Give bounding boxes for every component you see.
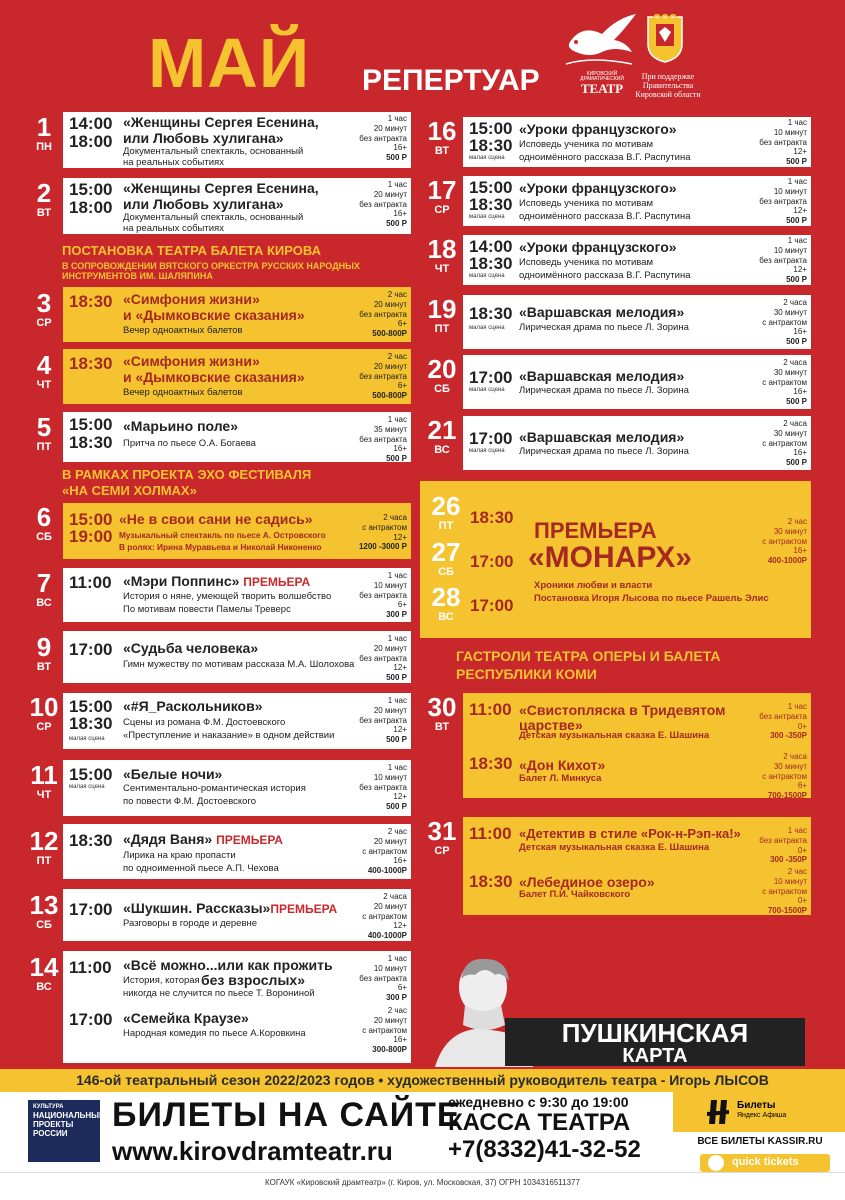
event-title: «Мэри Поппинс» ПРЕМЬЕРА — [123, 573, 311, 589]
event-info: 2 час 20 минут с антрактом 16+ 300-800Р — [362, 1006, 407, 1054]
event-info: 2 час 20 минут без антракта 6+ 500-800Р — [359, 352, 407, 400]
day-label — [420, 296, 464, 335]
small-stage-label: малая сцена — [69, 736, 105, 742]
day-number: 2 — [36, 178, 52, 208]
day-label — [420, 356, 464, 395]
event-card[interactable] — [463, 817, 811, 915]
event-title: «Женщины Сергея Есенина, — [123, 114, 319, 130]
box-office-phone[interactable]: +7(8332)41-32-52 — [448, 1136, 641, 1163]
day-number: 10 — [29, 692, 59, 722]
event-info: 1 час 35 минут без антракта 16+ 500 Р — [359, 415, 407, 462]
event-card[interactable] — [63, 412, 411, 462]
day-label — [424, 584, 468, 623]
event-subtitle: История, которая — [123, 975, 200, 986]
event-time: 11:00 — [469, 700, 512, 719]
event-time: 18:30 — [469, 754, 513, 773]
event-title: «Семейка Краузе» — [123, 1010, 249, 1026]
event-info: 1 час 20 минут без антракта 12+ 500 Р — [359, 696, 407, 744]
event-info: 2 часа 30 минут с антрактом 16+ 500 Р — [762, 298, 807, 346]
event-subtitle: на реальных событиях — [123, 223, 224, 234]
event-time: 17:00 — [469, 368, 513, 387]
event-subtitle: Детская музыкальная сказка Е. Шашина — [519, 730, 710, 741]
premiere-block[interactable] — [420, 481, 811, 638]
small-stage-label: малая сцена — [469, 387, 505, 393]
premiere-badge: ПРЕМЬЕРА — [216, 833, 283, 847]
event-subtitle: Разговоры в городе и деревне — [123, 918, 258, 929]
tickets-on-site: БИЛЕТЫ НА САЙТЕ — [112, 1096, 461, 1134]
event-title: «#Я_Раскольников» — [123, 698, 263, 714]
event-title: «Не в свои сани не садись» — [119, 511, 313, 527]
weekday: ПТ — [434, 323, 450, 335]
weekday: ВТ — [434, 721, 450, 733]
day-label — [22, 954, 66, 993]
event-title: «Детектив в стиле «Рок-н-Рэп-ка!» — [519, 826, 741, 841]
event-subtitle: Документальный спектакль, основанный — [123, 212, 304, 223]
event-info: 1 час без антракта 0+ 300 -350Р — [759, 702, 807, 741]
event-title: «Симфония жизни» — [123, 291, 260, 307]
pushkin-card[interactable] — [505, 1018, 805, 1066]
event-time: 18:00 — [69, 132, 113, 151]
event-title: «Варшавская мелодия» — [519, 429, 685, 445]
event-subtitle: одноимённого рассказа В.Г. Распутина — [519, 211, 691, 222]
event-title: или Любовь хулигана» — [123, 130, 284, 146]
day-number: 17 — [427, 175, 457, 205]
day-label — [22, 892, 66, 931]
weekday: ВС — [36, 981, 52, 993]
event-subtitle: одноимённого рассказа В.Г. Распутина — [519, 152, 691, 163]
kassir-badge[interactable]: ВСЕ БИЛЕТЫ KASSIR.RU — [697, 1136, 823, 1147]
day-label — [22, 570, 66, 609]
event-subtitle: Лирическая драма по пьесе Л. Зорина — [519, 446, 689, 457]
premiere-badge: ПРЕМЬЕРА — [243, 575, 311, 589]
event-info: 1 час 10 минут без антракта 6+ 300 Р — [359, 954, 407, 1002]
yandex-afisha-badge[interactable] — [673, 1092, 845, 1132]
event-title: царстве» — [519, 717, 583, 733]
event-title: «Всё можно...или как прожить — [123, 957, 333, 973]
event-time: 17:00 — [470, 596, 514, 615]
event-title: «Варшавская мелодия» — [519, 304, 685, 320]
event-card[interactable] — [463, 416, 811, 470]
ballet-section-subtitle: В СОПРОВОЖДЕНИИ ВЯТСКОГО ОРКЕСТРА РУССКИХ НАРОДНЫХ ИНСТРУМЕНТОВ ИМ. ШАЛЯПИНА — [62, 261, 360, 282]
event-time: 18:30 — [469, 304, 513, 323]
pushkin-line2: КАРТА — [622, 1045, 688, 1067]
event-title: «Лебединое озеро» — [519, 874, 655, 890]
nac-line: РОССИИ — [33, 1129, 68, 1139]
event-time: 17:00 — [69, 900, 113, 919]
event-card[interactable] — [63, 112, 411, 168]
event-title: «Уроки французского» — [519, 180, 677, 196]
day-number: 26 — [431, 491, 461, 521]
day-number: 16 — [427, 116, 457, 146]
event-subtitle: никогда не случится по пьесе Т. Ворониной — [123, 988, 315, 999]
event-title: «Симфония жизни» — [123, 353, 260, 369]
event-title: и «Дымковские сказания» — [123, 307, 305, 323]
event-card[interactable] — [463, 235, 811, 285]
event-time: 18:30 — [470, 508, 514, 527]
event-card[interactable] — [63, 824, 411, 879]
event-time: 14:00 — [69, 114, 113, 133]
premiere-label: ПРЕМЬЕРА — [534, 518, 657, 543]
weekday: ПН — [36, 141, 52, 153]
event-info: 2 часа 30 минут с антрактом 6+ 700-1500Р — [762, 752, 807, 798]
event-card[interactable] — [463, 693, 811, 798]
event-info: 2 час 20 минут без антракта 6+ 500-800Р — [359, 290, 407, 338]
day-label — [420, 694, 464, 733]
event-time: 11:00 — [469, 824, 512, 843]
event-info: 2 часа 30 минут с антрактом 16+ 500 Р — [762, 419, 807, 467]
yandex-line: Билеты — [737, 1100, 776, 1111]
event-time: 18:30 — [469, 136, 513, 155]
day-number: 7 — [36, 568, 52, 598]
weekday: СР — [434, 204, 450, 216]
day-number: 9 — [36, 632, 52, 662]
logo-main: ТЕАТР — [580, 81, 624, 96]
komi-section-subtitle: РЕСПУБЛИКИ КОМИ — [456, 666, 597, 682]
weekday: СБ — [36, 919, 52, 931]
theatre-logo-text — [570, 72, 634, 95]
weekday: ЧТ — [36, 789, 52, 801]
event-subtitle: Сцены из романа Ф.М. Достоевского — [123, 717, 286, 728]
event-time: 15:00 — [69, 765, 113, 784]
event-info: 1 час 20 минут без антракта 16+ 500 Р — [359, 114, 407, 162]
weekday: ВТ — [434, 145, 450, 157]
bird-icon — [562, 12, 640, 72]
box-office-hours: ежедневно с 9:30 до 19:00 — [448, 1094, 629, 1110]
weekday: СР — [434, 845, 450, 857]
day-label — [22, 694, 66, 733]
season-strip: 146-ой театральный сезон 2022/2023 годов • художественный руководитель театра - Игорь ЛЫСОВ — [0, 1069, 845, 1092]
event-subtitle: по одноименной пьесе А.П. Чехова — [123, 863, 279, 874]
event-title: «Уроки французского» — [519, 239, 677, 255]
event-time: 18:30 — [69, 292, 113, 311]
day-label — [420, 818, 464, 857]
event-time: 17:00 — [469, 429, 513, 448]
event-time: 15:00 — [69, 697, 113, 716]
event-time: 14:00 — [469, 237, 513, 256]
day-label — [22, 290, 66, 329]
event-card[interactable] — [63, 760, 411, 816]
day-label — [424, 539, 468, 578]
event-time: 19:00 — [69, 527, 113, 546]
event-info: 1 час 10 минут без антракта 6+ 300 Р — [359, 571, 407, 619]
day-number: 12 — [29, 826, 59, 856]
event-card[interactable] — [63, 349, 411, 404]
event-subtitle: на реальных событиях — [123, 157, 224, 168]
logo-top: КИРОВСКИЙ ДРАМАТИЧЕСКИЙ — [580, 71, 624, 82]
event-subtitle: Балет Л. Минкуса — [519, 773, 602, 784]
event-title: «Женщины Сергея Есенина, — [123, 180, 319, 196]
day-number: 30 — [427, 692, 457, 722]
weekday: ПТ — [36, 855, 52, 867]
weekday: ВС — [434, 444, 450, 456]
day-label — [22, 634, 66, 673]
event-info: 2 час 10 минут с антрактом 0+ 700-1500Р — [762, 867, 807, 915]
day-label — [22, 114, 66, 153]
event-time: 18:30 — [469, 254, 513, 273]
event-subtitle: Лирика на краю пропасти — [123, 850, 236, 861]
event-subtitle: по повести Ф.М. Достоевского — [123, 796, 256, 807]
event-title: «Дон Кихот» — [519, 757, 606, 773]
event-info: 2 час 30 минут с антрактом 16+ 400-1000Р — [762, 517, 807, 565]
event-subtitle: Музыкальный спектакль по пьесе А. Островского — [119, 530, 326, 540]
day-label — [420, 118, 464, 157]
event-card[interactable] — [63, 631, 411, 683]
weekday: СР — [36, 317, 52, 329]
event-info: 1 час 20 минут без антракта 16+ 500 Р — [359, 180, 407, 228]
event-subtitle: «Преступление и наказание» в одном действии — [123, 730, 335, 741]
event-info: 1 час 20 минут без антракта 12+ 500 Р — [359, 634, 407, 682]
event-info: 1 час 10 минут без антракта 12+ 500 Р — [759, 236, 807, 284]
event-subtitle: Лирическая драма по пьесе Л. Зорина — [519, 385, 689, 396]
event-title: «МОНАРХ» — [528, 541, 692, 574]
event-time: 11:00 — [69, 958, 112, 977]
day-number: 14 — [29, 952, 59, 982]
day-number: 6 — [36, 502, 52, 532]
day-label — [424, 493, 468, 532]
yandex-line: Яндекс Афиша — [737, 1112, 787, 1119]
event-card[interactable] — [63, 503, 411, 559]
event-time: 18:30 — [69, 354, 113, 373]
day-number: 11 — [30, 760, 58, 790]
weekday: ВТ — [36, 207, 52, 219]
small-stage-label: малая сцена — [469, 214, 505, 220]
event-title: «Уроки французского» — [519, 121, 677, 137]
national-projects-logo — [28, 1100, 105, 1162]
echo-section-subtitle: «НА СЕМИ ХОЛМАХ» — [62, 483, 197, 498]
day-number: 27 — [431, 537, 461, 567]
weekday: СБ — [434, 383, 450, 395]
ballet-section-title: ПОСТАНОВКА ТЕАТРА БАЛЕТА КИРОВА — [62, 243, 322, 258]
event-time: 18:30 — [469, 872, 513, 891]
weekday: СР — [36, 721, 52, 733]
event-subtitle: Лирическая драма по пьесе Л. Зорина — [519, 322, 689, 333]
day-label — [22, 762, 66, 801]
quick-tickets-icon — [708, 1155, 724, 1171]
small-stage-label: малая сцена — [469, 273, 505, 279]
event-subtitle: одноимённого рассказа В.Г. Распутина — [519, 270, 691, 281]
event-title: «Варшавская мелодия» — [519, 368, 685, 384]
event-subtitle: Исповедь ученика по мотивам — [519, 139, 654, 150]
event-info: 1 час без антракта 0+ 300 -350Р — [759, 826, 807, 865]
event-subtitle: По мотивам повести Памелы Треверс — [123, 604, 291, 615]
event-time: 15:00 — [469, 119, 513, 138]
event-card[interactable] — [63, 951, 411, 1063]
event-title: без взрослых» — [201, 972, 305, 988]
day-label — [420, 236, 464, 275]
small-stage-label: малая сцена — [469, 448, 505, 454]
event-info: 2 часа 20 минут с антрактом 12+ 400-1000Р — [362, 892, 407, 940]
event-subtitle: Детская музыкальная сказка Е. Шашина — [519, 842, 710, 853]
event-title: «Шукшин. Рассказы»ПРЕМЬЕРА — [123, 900, 338, 916]
yandex-afisha-icon — [705, 1098, 731, 1126]
event-time: 17:00 — [69, 640, 113, 659]
weekday: СБ — [438, 566, 454, 578]
event-time: 18:30 — [469, 195, 513, 214]
event-time: 11:00 — [69, 573, 112, 592]
event-title: «Судьба человека» — [123, 640, 259, 656]
event-subtitle: Притча по пьесе О.А. Богаева — [123, 438, 256, 449]
event-info: 2 час 20 минут с антрактом 16+ 400-1000Р — [362, 827, 407, 875]
echo-section-title: В РАМКАХ ПРОЕКТА ЭХО ФЕСТИВАЛЯ — [62, 467, 312, 482]
day-number: 18 — [427, 234, 457, 264]
event-time: 15:00 — [69, 415, 113, 434]
day-label — [22, 352, 66, 391]
month-title: МАЙ — [148, 24, 311, 102]
event-info: 1 час 10 минут без антракта 12+ 500 Р — [759, 177, 807, 225]
event-time: 18:30 — [69, 714, 113, 733]
quick-tickets-label: quick tickets — [732, 1156, 799, 1168]
event-card[interactable] — [63, 287, 411, 342]
weekday: ПТ — [36, 441, 52, 453]
region-crest-icon — [645, 14, 685, 64]
event-card[interactable] — [63, 178, 411, 234]
event-info: 1 час 10 минут без антракта 12+ 500 Р — [759, 118, 807, 166]
event-subtitle: В ролях: Ирина Муравьева и Николай Никоненко — [119, 542, 322, 552]
event-subtitle: Сентиментально-романтическая история — [123, 783, 306, 794]
weekday: ВС — [36, 597, 52, 609]
small-stage-label: малая сцена — [469, 155, 505, 161]
nac-line: НАЦИОНАЛЬНЫЕ — [33, 1110, 105, 1120]
day-number: 31 — [427, 816, 457, 846]
day-number: 1 — [36, 112, 52, 142]
weekday: ЧТ — [434, 263, 450, 275]
website-link[interactable]: www.kirovdramteatr.ru — [112, 1136, 393, 1166]
event-subtitle: История о няне, умеющей творить волшебство — [123, 591, 332, 602]
day-label — [420, 177, 464, 216]
premiere-badge: ПРЕМЬЕРА — [270, 902, 338, 916]
event-card[interactable] — [63, 693, 411, 749]
komi-section-title: ГАСТРОЛИ ТЕАТРА ОПЕРЫ И БАЛЕТА — [456, 648, 721, 664]
nac-line: ПРОЕКТЫ — [33, 1120, 74, 1130]
weekday: ЧТ — [36, 379, 52, 391]
weekday: СБ — [36, 531, 52, 543]
event-card[interactable] — [463, 117, 811, 167]
event-info: 2 часа 30 минут с антрактом 16+ 500 Р — [762, 358, 807, 406]
event-card[interactable] — [63, 889, 411, 941]
event-subtitle: Народная комедия по пьесе А.Коровкина — [123, 1028, 306, 1039]
event-info: 1 час 10 минут без антракта 12+ 500 Р — [359, 763, 407, 811]
event-card[interactable] — [463, 176, 811, 226]
event-title: «Свистопляска в Тридевятом — [519, 702, 726, 718]
event-subtitle: Вечер одноактных балетов — [123, 325, 243, 336]
day-label — [22, 504, 66, 543]
quick-tickets-badge[interactable] — [700, 1154, 830, 1172]
event-subtitle: Хроники любви и власти — [534, 580, 653, 591]
weekday: ВС — [438, 611, 454, 623]
footer-legal: КОГАУК «Кировский драмтеатр» (г. Киров, ул. Московская, 37) ОГРН 1034316511377 — [0, 1172, 845, 1200]
event-card[interactable] — [63, 568, 411, 622]
day-number: 19 — [427, 294, 457, 324]
repertoire-title: РЕПЕРТУАР — [362, 64, 540, 97]
day-label — [420, 417, 464, 456]
event-subtitle: Исповедь ученика по мотивам — [519, 198, 654, 209]
event-subtitle: Вечер одноактных балетов — [123, 387, 243, 398]
small-stage-label: малая сцена — [469, 325, 505, 331]
event-title: «Дядя Ваня» ПРЕМЬЕРА — [123, 831, 283, 847]
event-time: 15:00 — [69, 180, 113, 199]
event-card[interactable] — [463, 295, 811, 349]
day-number: 4 — [36, 350, 52, 380]
weekday: ПТ — [438, 520, 454, 532]
support-note: При поддержке Правительства Кировской области — [635, 72, 701, 100]
day-number: 3 — [36, 288, 52, 318]
event-time: 17:00 — [470, 552, 514, 571]
event-title: «Белые ночи» — [123, 766, 223, 782]
event-time: 18:30 — [69, 831, 113, 850]
event-title: или Любовь хулигана» — [123, 196, 284, 212]
event-subtitle: Документальный спектакль, основанный — [123, 146, 304, 157]
event-title: и «Дымковские сказания» — [123, 369, 305, 385]
day-number: 28 — [431, 582, 461, 612]
small-stage-label: малая сцена — [69, 784, 105, 790]
event-time: 18:00 — [69, 198, 113, 217]
day-label — [22, 414, 66, 453]
event-time: 15:00 — [69, 510, 113, 529]
nac-culture: КУЛЬТУРА — [33, 1104, 64, 1110]
weekday: ВТ — [36, 661, 52, 673]
day-number: 21 — [427, 415, 457, 445]
box-office-title: КАССА ТЕАТРА — [448, 1109, 631, 1136]
day-number: 13 — [29, 890, 59, 920]
event-time: 15:00 — [469, 178, 513, 197]
event-subtitle: Гимн мужеству по мотивам рассказа М.А. Шолохова — [123, 659, 355, 670]
event-subtitle: Постановка Игоря Лысова по пьесе Рашель Элис — [534, 593, 769, 604]
event-subtitle: Балет П.И. Чайковского — [519, 889, 631, 900]
day-label — [22, 180, 66, 219]
event-time: 17:00 — [69, 1010, 113, 1029]
day-number: 5 — [36, 412, 52, 442]
day-label — [22, 828, 66, 867]
event-time: 18:30 — [69, 433, 113, 452]
event-subtitle: Исповедь ученика по мотивам — [519, 257, 654, 268]
event-info: 2 часа с антрактом 12+ 1200 -3000 Р — [358, 513, 407, 552]
event-card[interactable] — [463, 355, 811, 409]
day-number: 20 — [427, 354, 457, 384]
bottom-bar — [0, 1092, 845, 1172]
event-title: «Марьино поле» — [123, 418, 239, 434]
pushkin-line1: ПУШКИНСКАЯ — [561, 1018, 749, 1048]
